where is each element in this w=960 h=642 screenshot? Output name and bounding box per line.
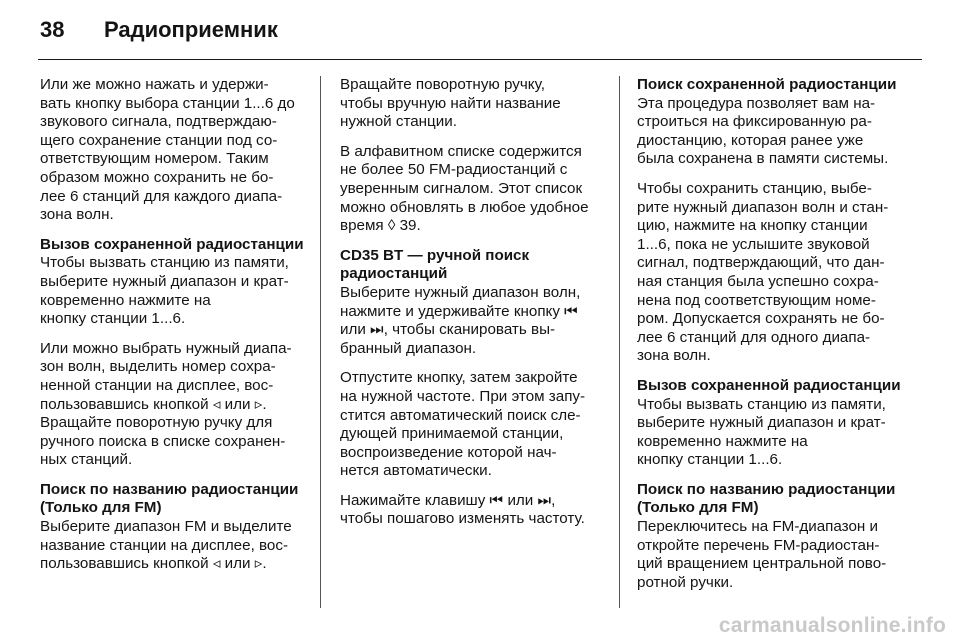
watermark: carmanualsonline.info	[718, 614, 946, 637]
text-line: радиостанций	[340, 265, 448, 283]
text-line: Переключитесь на FM-диапазон и	[637, 518, 879, 536]
text-line: дующей принимаемой станции,	[340, 425, 564, 443]
text-line: чтобы пошагово изменять частоту.	[340, 510, 585, 528]
text-line: Выберите диапазон FM и выделите	[40, 518, 292, 536]
text-line: звукового сигнала, подтверждаю-	[40, 113, 277, 131]
page-title: Радиоприемник	[104, 17, 278, 42]
text-line: на нужной частоте. При этом запу-	[340, 387, 586, 405]
text-line: выберите нужный диапазон и крат-	[40, 272, 289, 290]
text-line: стится автоматический поиск сле-	[340, 406, 581, 424]
column-divider-1	[320, 76, 321, 608]
text-line: ротной ручки.	[637, 573, 734, 591]
header-divider	[38, 59, 922, 60]
text-line: нужной станции.	[340, 113, 457, 131]
text-line: можно обновлять в любое удобное	[340, 198, 589, 216]
text-line: CD35 BT — ручной поиск	[340, 246, 530, 264]
column-2	[340, 76, 606, 540]
text-line: зон волн, выделить номер сохра-	[40, 358, 276, 376]
section-heading	[637, 76, 903, 95]
section-heading	[637, 481, 903, 518]
section-heading	[40, 481, 306, 518]
text-line: Поиск по названию радиостанции	[637, 480, 896, 498]
text-line: лее 6 станций для каждого диапа-	[40, 187, 283, 205]
text-line: лее 6 станций для одного диапа-	[637, 328, 871, 346]
paragraph	[340, 284, 606, 358]
paragraph	[340, 76, 606, 132]
text-line: время ◊ 39.	[340, 217, 421, 235]
text-line: Чтобы сохранить станцию, выбе-	[637, 179, 872, 197]
text-line: Чтобы вызвать станцию из памяти,	[40, 254, 289, 272]
text-line: ответствующим номером. Таким	[40, 150, 269, 168]
text-line: кнопку станции 1...6.	[40, 310, 186, 328]
text-line: воспроизведение которой нач-	[340, 443, 557, 461]
text-line: Эта процедура позволяет вам на-	[637, 94, 876, 112]
text-line: рите нужный диапазон волн и стан-	[637, 198, 889, 216]
text-line: цию, нажмите на кнопку станции	[637, 217, 868, 235]
paragraph	[340, 369, 606, 481]
column-divider-2	[619, 76, 620, 608]
paragraph	[637, 180, 903, 366]
text-line: пользовавшись кнопкой ◃ или ▹.	[40, 395, 267, 413]
text-line: Вызов сохраненной радиостанции	[40, 235, 304, 253]
text-line: Выберите нужный диапазон волн,	[340, 283, 581, 301]
text-line: 1...6, пока не услышите звуковой	[637, 235, 870, 253]
text-line: сигнал, подтверждающий, что дан-	[637, 254, 885, 272]
paragraph	[40, 254, 306, 328]
text-line: Поиск по названию радиостанции	[40, 480, 299, 498]
text-line: ручного поиска в списке сохранен-	[40, 432, 286, 450]
text-line: не более 50 FM-радиостанций с	[340, 161, 568, 179]
text-line: образом можно сохранить не бо-	[40, 168, 274, 186]
text-line: Вращайте поворотную ручку для	[40, 414, 273, 432]
text-line: нена под соответствующим номе-	[637, 291, 876, 309]
text-line: или ⏭, чтобы сканировать вы-	[340, 321, 556, 339]
text-line: Вращайте поворотную ручку,	[340, 76, 545, 93]
text-line: кнопку станции 1...6.	[637, 451, 783, 469]
text-line: Чтобы вызвать станцию из памяти,	[637, 395, 886, 413]
paragraph	[40, 76, 306, 225]
text-line: ром. Допускается сохранять не бо-	[637, 310, 885, 328]
column-3	[637, 76, 903, 603]
text-line: диостанцию, которая ранее уже	[637, 131, 864, 149]
page-header	[40, 17, 278, 51]
column-1	[40, 76, 306, 585]
text-line: Или же можно нажать и удержи-	[40, 76, 269, 93]
section-heading	[40, 236, 306, 255]
text-line: строиться на фиксированную ра-	[637, 113, 872, 131]
text-line: зона волн.	[40, 206, 114, 224]
paragraph	[340, 143, 606, 236]
text-line: зона волн.	[637, 347, 711, 365]
text-line: ковременно нажмите на	[40, 291, 211, 309]
text-line: была сохранена в памяти системы.	[637, 150, 889, 168]
paragraph	[40, 518, 306, 574]
text-line: вать кнопку выбора станции 1...6 до	[40, 94, 295, 112]
paragraph	[637, 95, 903, 169]
text-line: нажмите и удерживайте кнопку ⏮	[340, 302, 578, 320]
text-line: уверенным сигналом. Этот список	[340, 179, 583, 197]
text-line: Вызов сохраненной радиостанции	[637, 376, 901, 394]
text-line: В алфавитном списке содержится	[340, 142, 582, 160]
text-line: нется автоматически.	[340, 462, 492, 480]
text-line: пользовавшись кнопкой ◃ или ▹.	[40, 555, 267, 573]
text-line: Нажимайте клавишу ⏮ или ⏭,	[340, 491, 556, 509]
text-line: (Только для FM)	[637, 499, 759, 517]
section-heading	[637, 377, 903, 396]
text-line: название станции на дисплее, вос-	[40, 536, 289, 554]
text-line: Отпустите кнопку, затем закройте	[340, 369, 578, 387]
text-line: щего сохранение станции под со-	[40, 131, 278, 149]
text-line: ковременно нажмите на	[637, 432, 808, 450]
text-line: Или можно выбрать нужный диапа-	[40, 339, 292, 357]
text-line: (Только для FM)	[40, 499, 162, 517]
text-line: ненной станции на дисплее, вос-	[40, 376, 274, 394]
text-line: ная станция была успешно сохра-	[637, 272, 879, 290]
text-line: ных станций.	[40, 451, 133, 469]
text-line: чтобы вручную найти название	[340, 94, 561, 112]
text-line: ций вращением центральной пово-	[637, 555, 887, 573]
text-line: выберите нужный диапазон и крат-	[637, 414, 886, 432]
page-number: 38	[40, 17, 65, 42]
text-line: бранный диапазон.	[340, 339, 477, 357]
paragraph	[340, 492, 606, 529]
paragraph	[637, 396, 903, 470]
section-heading	[340, 247, 606, 284]
text-line: откройте перечень FM-радиостан-	[637, 536, 880, 554]
paragraph	[40, 340, 306, 470]
paragraph	[637, 518, 903, 592]
text-line: Поиск сохраненной радиостанции	[637, 76, 897, 93]
